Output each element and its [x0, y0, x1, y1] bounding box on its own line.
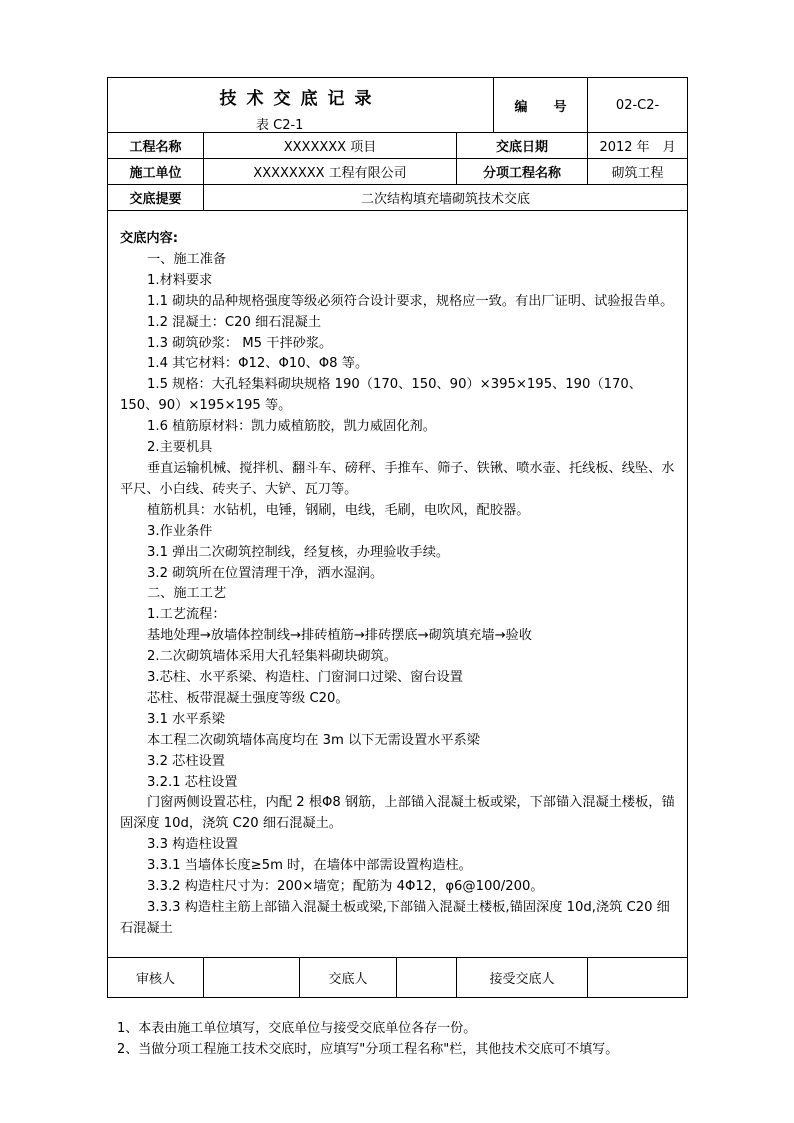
content-line: 3.3.3 构造柱主筋上部锚入混凝土板或梁,下部锚入混凝土楼板,锚固深度 10d,浇筑 C20 细石混凝土: [120, 900, 670, 936]
code-label: 编 号: [494, 78, 588, 133]
content-line: 1.5 规格：大孔轻集料砌块规格 190（170、150、90）×395×195、190（170、150、90）×195×195 等。: [120, 377, 642, 414]
content-line: 门窗两侧设置芯柱，内配 2 根Φ8 钢筋，上部锚入混凝土板或梁，下部锚入混凝土楼板，锚固深度 10d，浇筑 C20 细石混凝土。: [120, 795, 675, 832]
content-row: [108, 211, 688, 958]
form-number: 表 C2-1: [256, 118, 304, 133]
unit-label: 施工单位: [108, 159, 204, 185]
content-line: 2.主要机具: [147, 440, 213, 456]
content-line: 本工程二次砌筑墙体高度均在 3m 以下无需设置水平系梁: [147, 732, 480, 748]
content-line: 3.芯柱、水平系梁、构造柱、门窗洞口过梁、窗台设置: [147, 670, 463, 686]
content-line: 基地处理→放墙体控制线→排砖植筋→排砖摆底→砌筑填充墙→验收: [147, 628, 532, 644]
footnote: 1、本表由施工单位填写，交底单位与接受交底单位各存一份。: [117, 1021, 477, 1036]
title-cell: [108, 78, 494, 133]
signature-row: [108, 958, 688, 998]
disclosure-content: [108, 211, 687, 940]
content-line: 3.2.1 芯柱设置: [147, 774, 238, 790]
discloser-signature: [397, 958, 457, 998]
content-line: 3.作业条件: [147, 523, 213, 539]
content-heading: 交底内容:: [120, 231, 179, 246]
reviewer-signature: [204, 958, 300, 998]
project-label: 工程名称: [108, 133, 204, 159]
content-line: 3.3.2 构造柱尺寸为：200×墙宽；配筋为 4Φ12，φ6@100/200。: [147, 879, 544, 895]
content-line: 1.材料要求: [147, 272, 213, 288]
sub-project-label: 分项工程名称: [457, 159, 588, 185]
receiver-signature: [588, 958, 688, 998]
content-line: 1.3 砌筑砂浆： M5 干拌砂浆。: [147, 335, 333, 351]
footnotes: [117, 1018, 697, 1060]
footnote: 2、当做分项工程施工技术交底时，应填写"分项工程名称"栏，其他技术交底可不填写。: [117, 1042, 619, 1057]
content-line: 3.2 砌筑所在位置清理干净，洒水湿润。: [147, 565, 384, 581]
content-line: 1.4 其它材料：Φ12、Φ10、Φ8 等。: [147, 356, 369, 372]
unit-row: [108, 159, 688, 185]
summary-value: 二次结构填充墙砌筑技术交底: [204, 185, 688, 211]
content-line: 植筋机具：水钻机，电锤，钢刷，电线，毛刷，电吹风，配胶器。: [147, 502, 530, 518]
content-line: 2.二次砌筑墙体采用大孔轻集料砌块砌筑。: [147, 649, 397, 665]
form-table: [107, 77, 688, 998]
content-line: 1.工艺流程：: [147, 607, 226, 623]
technical-disclosure-form: [107, 77, 687, 998]
date-label: 交底日期: [457, 133, 588, 159]
content-line: 3.3 构造柱设置: [147, 837, 239, 853]
sub-project-value: 砌筑工程: [588, 159, 688, 185]
content-line: 垂直运输机械、搅拌机、翻斗车、磅秤、手推车、筛子、铁锹、喷水壶、托线板、线坠、水平尺、小白线、砖夹子、大铲、瓦刀等。: [120, 460, 675, 497]
project-row: [108, 133, 688, 159]
content-line: 3.1 水平系梁: [147, 711, 225, 727]
code-value: 02-C2-: [588, 78, 688, 133]
content-line: 3.1 弹出二次砌筑控制线，经复核，办理验收手续。: [147, 544, 450, 560]
content-line: 3.2 芯柱设置: [147, 753, 225, 769]
project-value: XXXXXXX 项目: [204, 133, 457, 159]
summary-row: [108, 185, 688, 211]
content-line: 二、施工工艺: [147, 586, 227, 602]
discloser-label: 交底人: [300, 958, 397, 998]
receiver-label: 接受交底人: [457, 958, 588, 998]
unit-value: XXXXXXXX 工程有限公司: [204, 159, 457, 185]
content-line: 3.3.1 当墙体长度≥5m 时，在墙体中部需设置构造柱。: [147, 858, 472, 874]
title-row: [108, 78, 688, 133]
summary-label: 交底提要: [108, 185, 204, 211]
content-line: 1.2 混凝土：C20 细石混凝土: [147, 314, 322, 330]
date-value: 2012 年 月: [588, 133, 688, 159]
form-title: 技术交底记录: [219, 89, 382, 109]
content-line: 1.1 砌块的品种规格强度等级必须符合设计要求，规格应一致。有出厂证明、试验报告单。: [147, 293, 674, 309]
reviewer-label: 审核人: [108, 958, 204, 998]
content-line: 1.6 植筋原材料：凯力威植筋胶，凯力威固化剂。: [147, 419, 436, 435]
content-line: 芯柱、板带混凝土强度等级 C20。: [147, 690, 349, 706]
content-cell: [108, 211, 688, 958]
content-line: 一、施工准备: [147, 251, 227, 267]
